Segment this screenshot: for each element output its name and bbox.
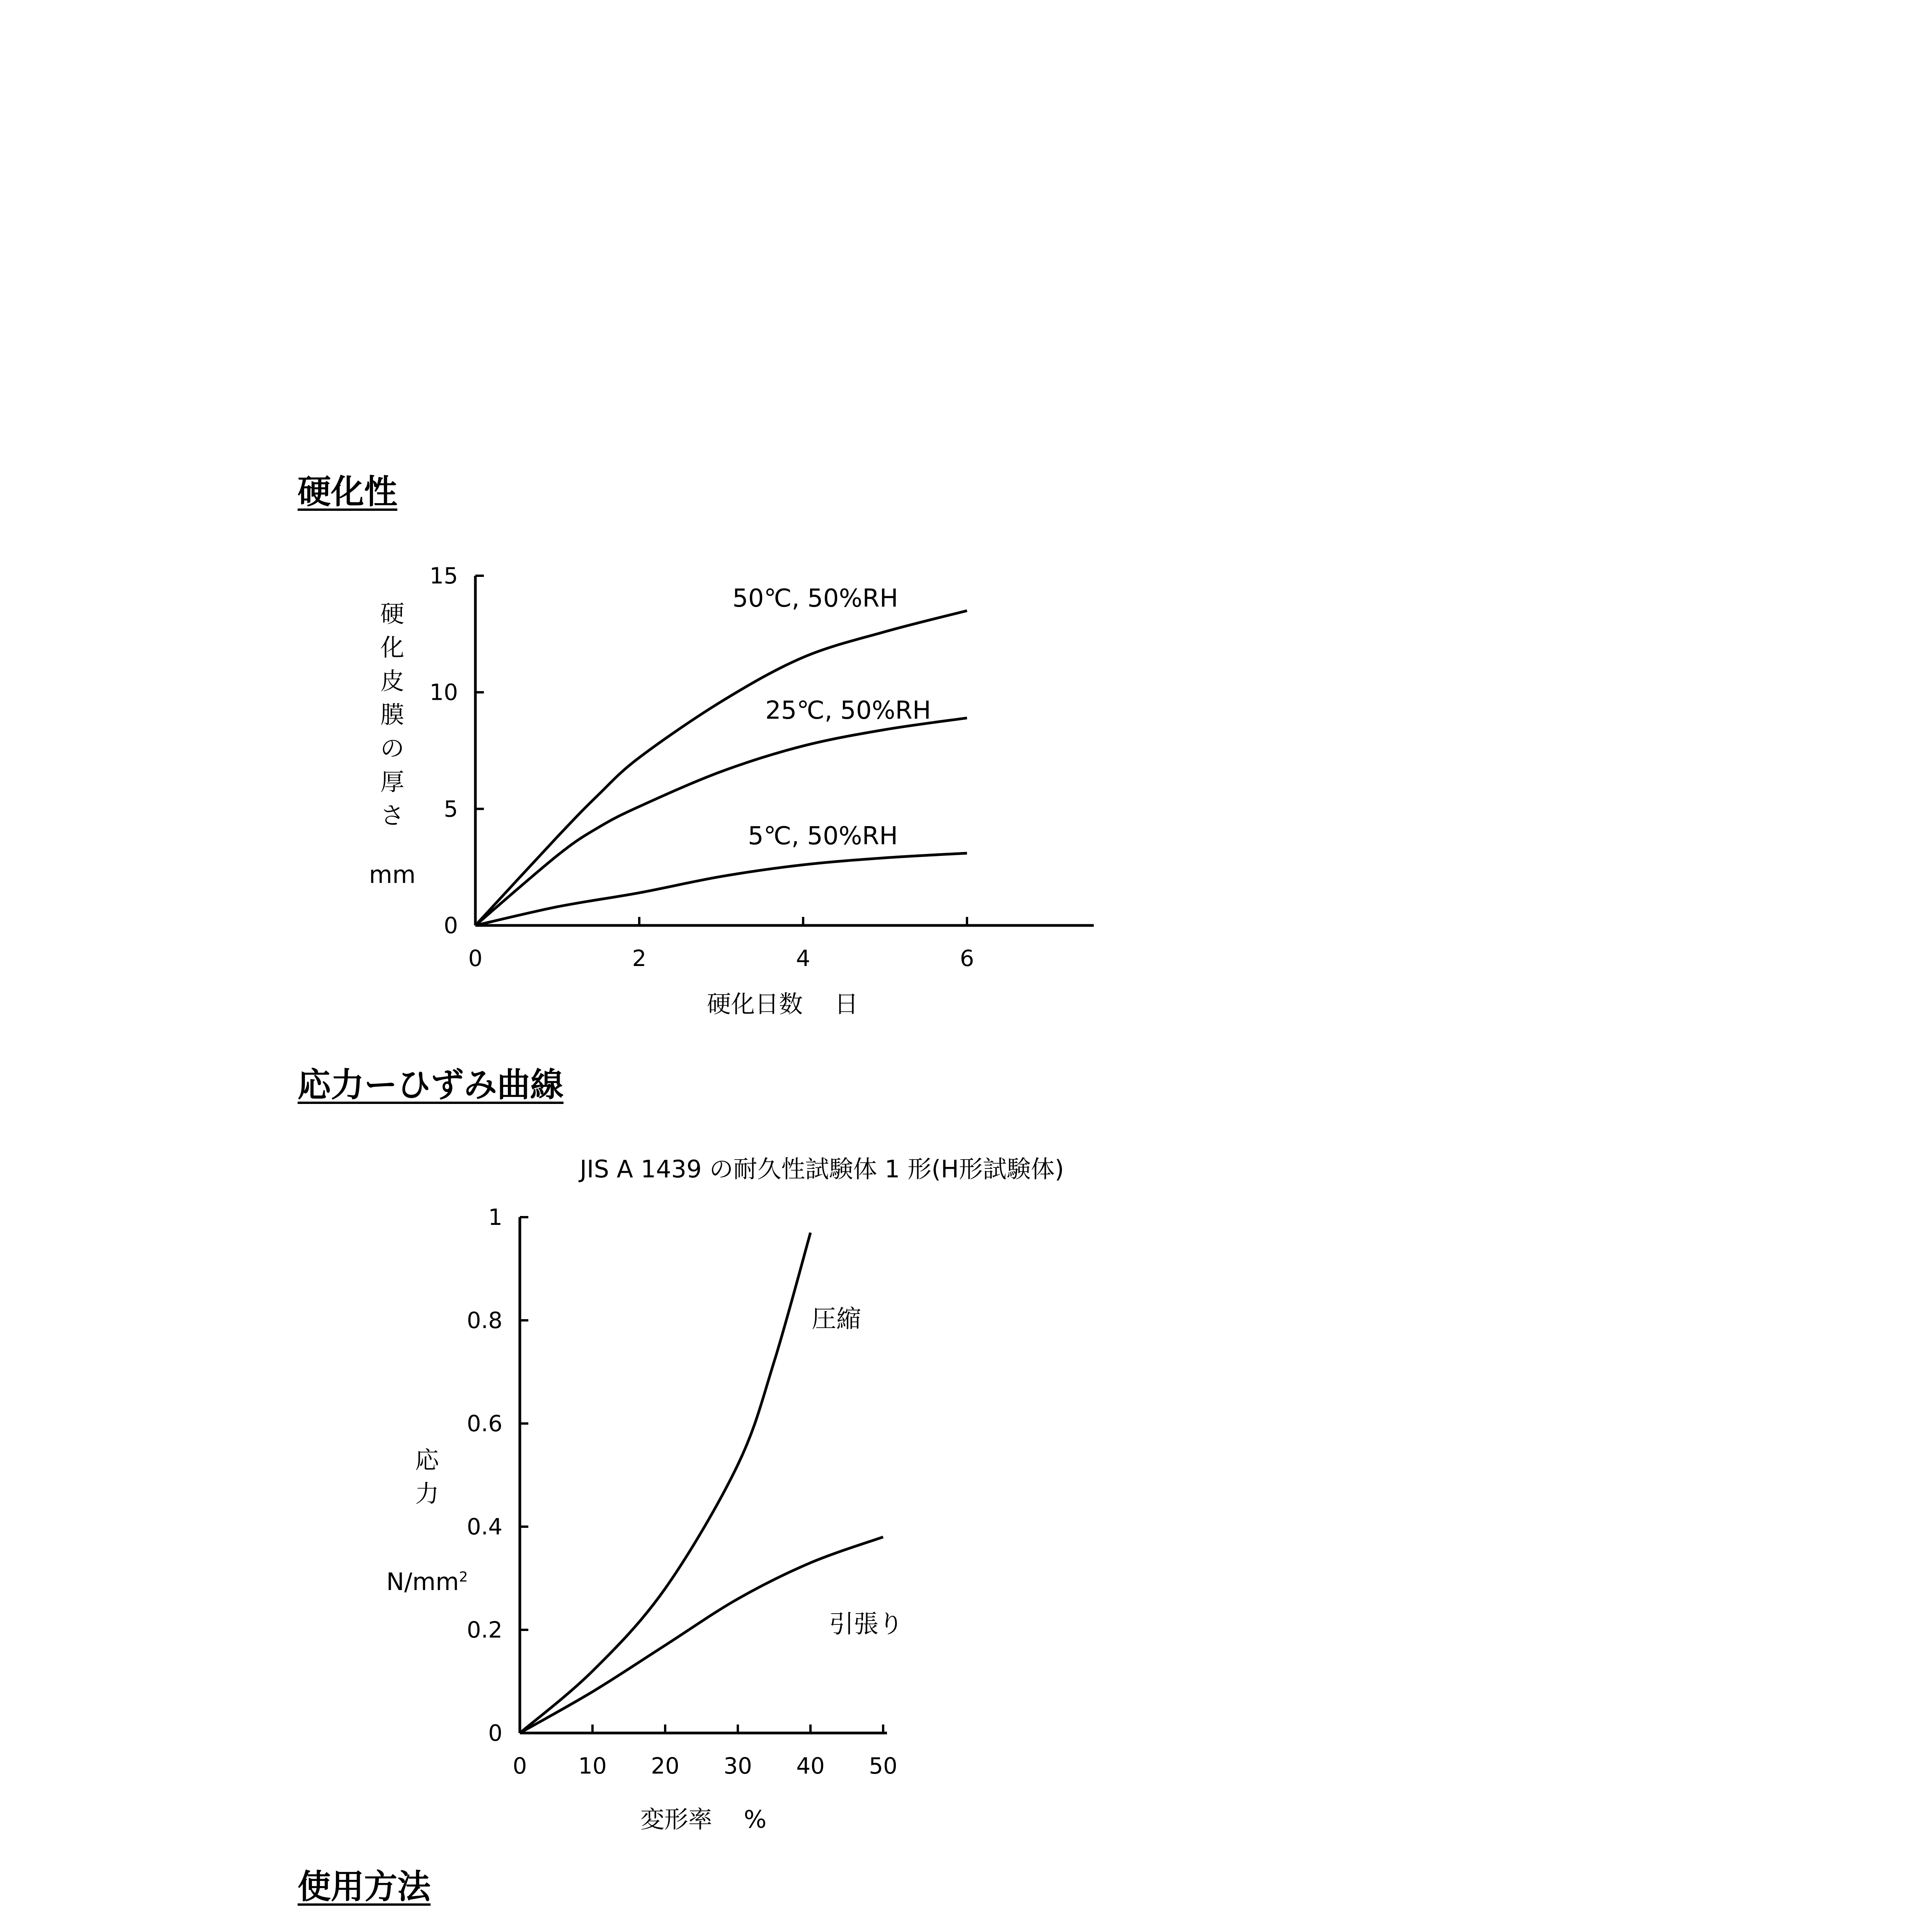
y-axis-label-char: 化 bbox=[380, 633, 405, 662]
y-tick-label: 0.4 bbox=[466, 1514, 502, 1540]
stress-strain-subtitle: JIS A 1439 の耐久性試験体 1 形(H形試験体) bbox=[580, 1155, 1064, 1183]
x-tick-label: 0 bbox=[468, 945, 483, 971]
y-tick-label: 0.8 bbox=[466, 1307, 502, 1333]
y-axis-label-char: の bbox=[380, 734, 405, 762]
usage-item bbox=[298, 1926, 1650, 1932]
x-tick-label: 2 bbox=[632, 945, 647, 971]
usage-list bbox=[298, 1926, 1650, 1932]
x-axis-label: 硬化日数 日 bbox=[707, 990, 858, 1018]
x-tick-label: 40 bbox=[796, 1753, 825, 1779]
series-label: 50℃, 50%RH bbox=[732, 584, 898, 613]
y-tick-label: 1 bbox=[488, 1204, 502, 1230]
stress-strain-heading: 応力ーひずみ曲線 bbox=[298, 1066, 564, 1104]
x-tick-label: 6 bbox=[960, 945, 974, 971]
y-axis-label-char: 皮 bbox=[380, 667, 405, 695]
y-axis-label-char: さ bbox=[380, 801, 405, 830]
y-tick-label: 0 bbox=[444, 912, 458, 939]
y-axis-label-char: 応 bbox=[415, 1446, 439, 1474]
x-tick-label: 10 bbox=[578, 1753, 607, 1779]
series-label: 25℃, 50%RH bbox=[765, 696, 931, 725]
y-axis-label-char: 硬 bbox=[380, 600, 405, 628]
y-tick-label: 5 bbox=[444, 796, 458, 822]
usage-line bbox=[298, 1926, 1650, 1932]
y-tick-label: 10 bbox=[429, 679, 458, 706]
series-label: 圧縮 bbox=[812, 1305, 861, 1333]
series-label: 5℃, 50%RH bbox=[748, 822, 898, 850]
y-axis-label-char: 力 bbox=[415, 1480, 439, 1508]
usage-heading: 使用方法 bbox=[298, 1867, 431, 1906]
y-axis-unit: $N/mm^2$ bbox=[386, 1568, 468, 1596]
y-tick-label: 0.2 bbox=[466, 1617, 502, 1643]
series-line bbox=[520, 1537, 883, 1733]
y-axis-unit: mm bbox=[369, 861, 416, 889]
y-axis-label-char: 膜 bbox=[380, 701, 405, 729]
y-axis-label-char: 厚 bbox=[380, 768, 405, 796]
x-axis-label: 変形率 % bbox=[640, 1805, 767, 1833]
x-tick-label: 4 bbox=[796, 945, 810, 971]
y-tick-label: 0 bbox=[488, 1720, 502, 1746]
series-line bbox=[520, 1233, 810, 1733]
curing-heading: 硬化性 bbox=[298, 473, 397, 511]
x-tick-label: 0 bbox=[512, 1753, 527, 1779]
x-tick-label: 30 bbox=[724, 1753, 752, 1779]
x-tick-label: 50 bbox=[869, 1753, 897, 1779]
y-tick-label: 15 bbox=[429, 563, 458, 589]
series-label: 引張り bbox=[829, 1610, 903, 1639]
x-tick-label: 20 bbox=[651, 1753, 679, 1779]
y-tick-label: 0.6 bbox=[466, 1410, 502, 1437]
